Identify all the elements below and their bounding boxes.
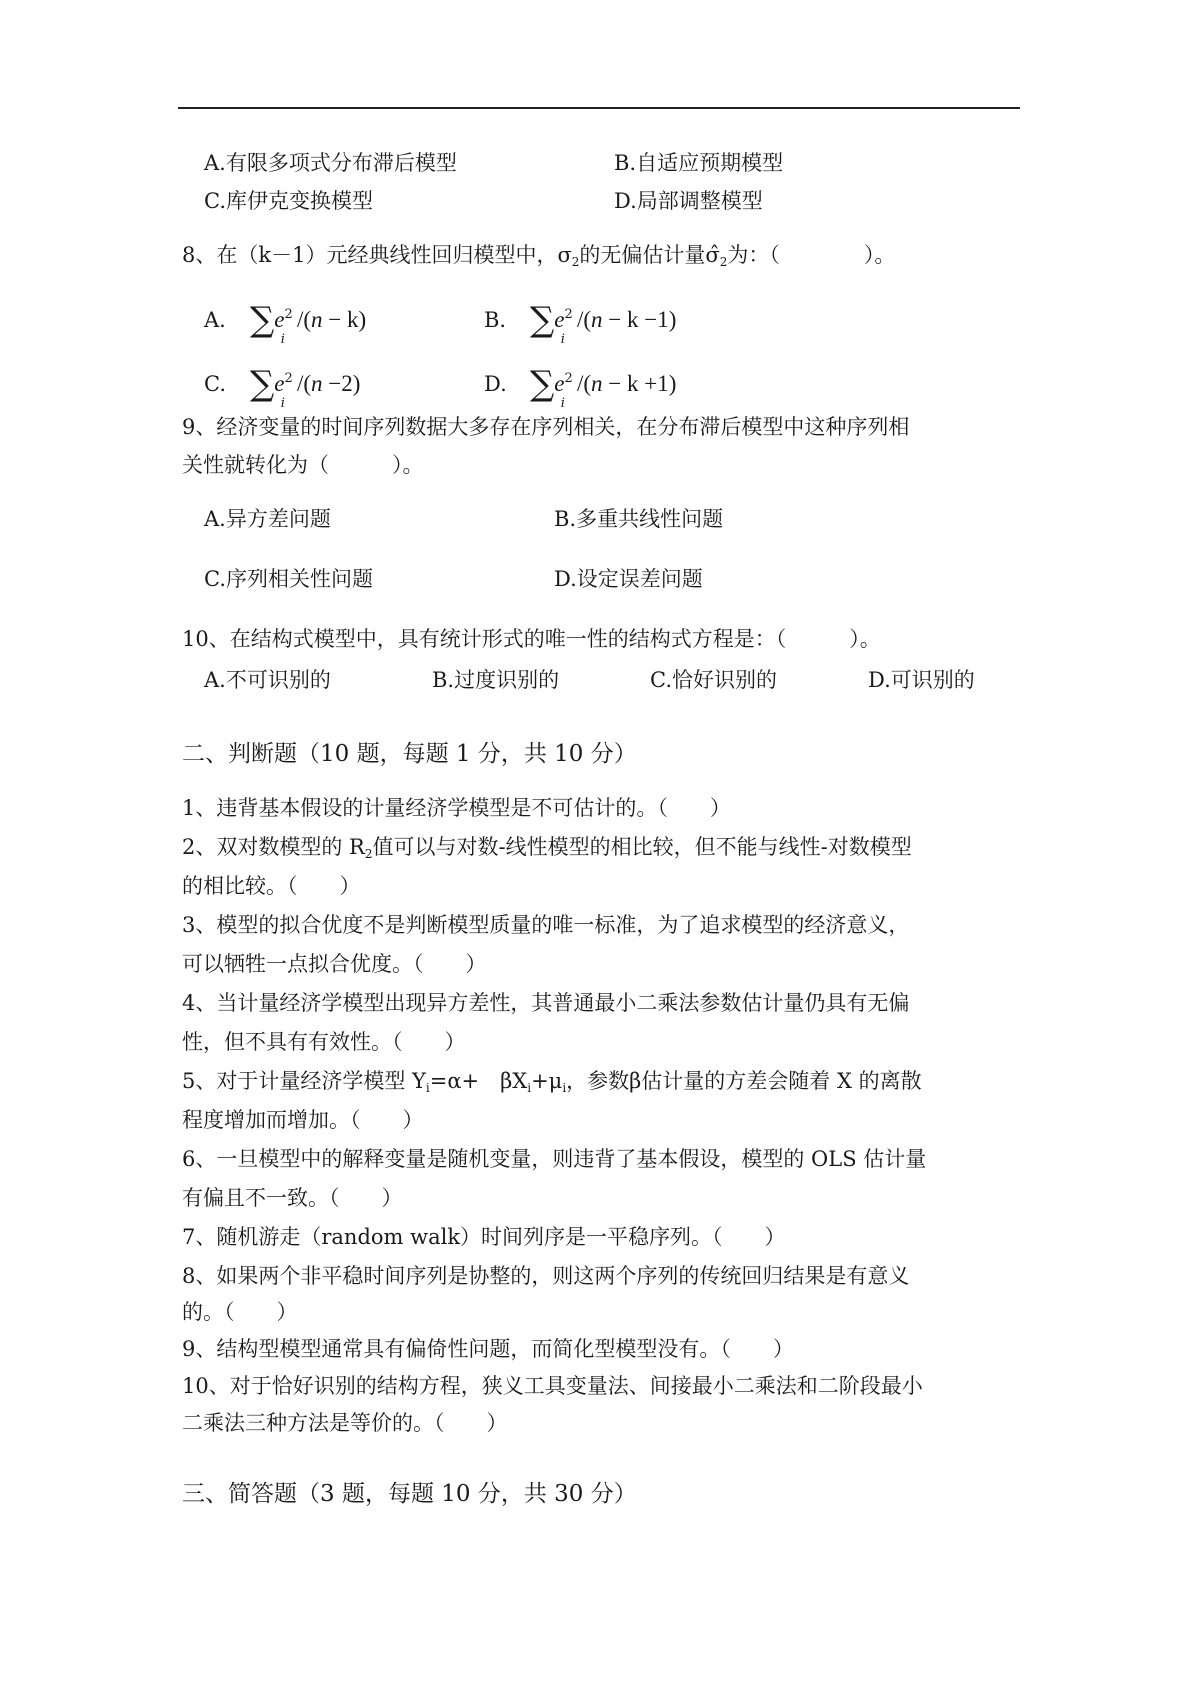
q10-stem: 10、在结构式模型中，具有统计形式的唯一性的结构式方程是：（ ）。 (182, 627, 881, 651)
section2-title: 二、判断题（10 题，每题 1 分，共 10 分） (182, 741, 637, 767)
tf-item-3-line1: 3、模型的拟合优度不是判断模型质量的唯一标准，为了追求模型的经济意义， (182, 913, 910, 937)
q9-option-d: D.设定误差问题 (554, 567, 703, 591)
q9-stem-line2: 关性就转化为（ ）。 (182, 453, 424, 477)
q8-option-d: D. $\sum e^2_i/(n - k +1)$ (484, 364, 677, 411)
q7-option-a: A.有限多项式分布滞后模型 (204, 151, 457, 175)
tf-item-6-line1: 6、一旦模型中的解释变量是随机变量，则违背了基本假设，模型的 OLS 估计量 (182, 1147, 927, 1171)
tf-item-8-line1: 8、如果两个非平稳时间序列是协整的，则这两个序列的传统回归结果是有意义 (182, 1264, 910, 1288)
tf-item-6-line2: 有偏且不一致。（ ） (182, 1186, 403, 1210)
tf-item-10-line2: 二乘法三种方法是等价的。（ ） (182, 1411, 508, 1435)
q9-stem-line1: 9、经济变量的时间序列数据大多存在序列相关，在分布滞后模型中这种序列相 (182, 415, 910, 439)
tf-item-4-line1: 4、当计量经济学模型出现异方差性，其普通最小二乘法参数估计量仍具有无偏 (182, 991, 910, 1015)
tf-item-5-line1: 5、对于计量经济学模型 Yi=α+ βXi+μi，参数β估计量的方差会随着 X 的离散 (182, 1069, 922, 1095)
tf-item-5-line2: 程度增加而增加。（ ） (182, 1108, 424, 1132)
q8-option-a: A. $\sum e^2_i/(n - k)$ (204, 300, 367, 347)
q7-option-d: D.局部调整模型 (614, 189, 763, 213)
q9-option-c: C.序列相关性问题 (204, 567, 373, 591)
section3-title: 三、简答题（3 题，每题 10 分，共 30 分） (182, 1481, 637, 1507)
tf-item-4-line2: 性，但不具有有效性。（ ） (182, 1030, 466, 1054)
tf-item-1: 1、违背基本假设的计量经济学模型是不可估计的。（ ） (182, 796, 731, 820)
q9-option-a: A.异方差问题 (204, 507, 331, 531)
tf-item-3-line2: 可以牺牲一点拟合优度。（ ） (182, 952, 487, 976)
q8-option-c: C. $\sum e^2_i/(n -2)$ (204, 364, 361, 411)
q8-option-b: B. $\sum e^2_i/(n - k -1)$ (484, 300, 677, 347)
tf-item-10-line1: 10、对于恰好识别的结构方程，狭义工具变量法、间接最小二乘法和二阶段最小 (182, 1374, 923, 1398)
header-rule (178, 107, 1020, 109)
tf-item-2-line2: 的相比较。（ ） (182, 874, 361, 898)
tf-item-2-line1: 2、双对数模型的 R2值可以与对数-线性模型的相比较，但不能与线性-对数模型 (182, 835, 912, 861)
q10-option-a: A.不可识别的 (204, 668, 331, 692)
q10-option-d: D.可识别的 (868, 668, 975, 692)
tf-item-7: 7、随机游走（random walk）时间列序是一平稳序列。（ ） (182, 1225, 786, 1249)
tf-item-8-line2: 的。（ ） (182, 1300, 298, 1324)
q10-option-c: C.恰好识别的 (650, 668, 777, 692)
q10-option-b: B.过度识别的 (432, 668, 560, 692)
q9-option-b: B.多重共线性问题 (554, 507, 724, 531)
q7-option-c: C.库伊克变换模型 (204, 189, 373, 213)
tf-item-9: 9、结构型模型通常具有偏倚性问题，而简化型模型没有。（ ） (182, 1337, 794, 1361)
q8-stem: 8、在（k－1）元经典线性回归模型中，σ2的无偏估计量σ̂2为：（ ）。 (182, 243, 896, 269)
q7-option-b: B.自适应预期模型 (614, 151, 784, 175)
